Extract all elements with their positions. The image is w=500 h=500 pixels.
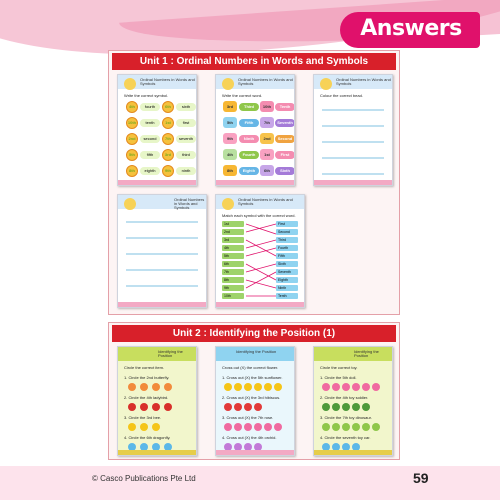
symbol-cap: 8th: [223, 165, 237, 176]
sheet-instruction: Cross out (X) the correct flower.: [222, 365, 279, 370]
question-text: 2. Cross out (X) the 3rd hibiscus.: [222, 395, 281, 400]
question-text: 4. Cross out (X) the 4th orchid.: [222, 435, 277, 440]
unit1-sheet-3: [313, 74, 393, 186]
sheet-instruction: Write the correct symbol.: [124, 93, 169, 98]
symbol-cap: 2nd: [260, 133, 274, 144]
ribbon-badge: 5th: [126, 149, 138, 161]
unit1-sheet-5: [215, 194, 305, 308]
unit1-sheet-4: [117, 194, 207, 308]
unit2-sheet-3: [313, 346, 393, 456]
symbol-cap: 1st: [260, 149, 274, 160]
word-pill: Eighth: [239, 167, 259, 175]
crayon-label: 4th: [222, 245, 244, 251]
unit1-sheet-2: [215, 74, 295, 186]
crayon-label: Fourth: [276, 245, 298, 251]
word-label: fifth: [140, 151, 160, 159]
crayon-label: Second: [276, 229, 298, 235]
ribbon-badge: 3rd: [162, 149, 174, 161]
word-label: sixth: [176, 103, 196, 111]
word-pill: First: [275, 151, 295, 159]
unit1-title: Unit 1 : Ordinal Numbers in Words and Symbols: [139, 56, 369, 67]
symbol-cap: 5th: [223, 117, 237, 128]
word-label: ninth: [176, 167, 196, 175]
page-title: Answers: [360, 16, 462, 41]
unit2-title-bar: [112, 325, 396, 342]
word-label: eighth: [140, 167, 160, 175]
word-pill: Sixth: [275, 167, 295, 175]
symbol-cap: 6th: [260, 165, 274, 176]
symbol-cap: 7th: [260, 117, 274, 128]
crayon-label: 10th: [222, 293, 244, 299]
sheet-instruction: Circle the correct item.: [124, 365, 165, 370]
question-text: 1. Cross out (X) the 5th sunflower.: [222, 375, 283, 380]
question-text: 1. Circle the 2nd butterfly.: [124, 375, 170, 380]
ribbon-badge: 4th: [126, 101, 138, 113]
crayon-label: Eighth: [276, 277, 298, 283]
crayon-label: 5th: [222, 253, 244, 259]
word-pill: Seventh: [275, 119, 295, 127]
symbol-cap: 9th: [223, 133, 237, 144]
ribbon-badge: 9th: [162, 165, 174, 177]
sheet-header: Ordinal Numbers in Words and Symbols: [238, 77, 293, 86]
ribbon-badge: 6th: [162, 101, 174, 113]
question-text: 4. Circle the seventh toy car.: [320, 435, 371, 440]
word-label: third: [176, 151, 196, 159]
symbol-cap: 10th: [260, 101, 274, 112]
crayon-label: Sixth: [276, 261, 298, 267]
unit2-sheet-1: [117, 346, 197, 456]
ribbon-badge: 2nd: [126, 133, 138, 145]
unit2-title: Unit 2 : Identifying the Position (1): [172, 328, 336, 339]
sheet-header: Identifying the Position: [158, 349, 183, 358]
symbol-cap: 3rd: [223, 101, 237, 112]
crayon-label: 6th: [222, 261, 244, 267]
sheet-header: Identifying the Position: [354, 349, 379, 358]
sheet-instruction: Colour the correct bead.: [320, 93, 363, 98]
word-label: fourth: [140, 103, 160, 111]
unit1-sheet-1: [117, 74, 197, 186]
question-text: 3. Circle the 3rd bee.: [124, 415, 162, 420]
ribbon-badge: 10th: [126, 117, 138, 129]
unit2-sheet-2: [215, 346, 295, 456]
word-pill: Fourth: [239, 151, 259, 159]
question-text: 3. Circle the 7th toy dinosaur.: [320, 415, 372, 420]
question-text: 4. Circle the 6th dragonfly.: [124, 435, 171, 440]
crayon-label: Fifth: [276, 253, 298, 259]
crayon-label: 9th: [222, 285, 244, 291]
sheet-instruction: Match each symbol with the correct word.: [222, 213, 296, 218]
word-pill: Third: [239, 103, 259, 111]
word-pill: Fifth: [239, 119, 259, 127]
crayon-label: 8th: [222, 277, 244, 283]
crayon-label: First: [276, 221, 298, 227]
crayon-label: Ninth: [276, 285, 298, 291]
sheet-header: Ordinal Numbers in Words and Symbols: [336, 77, 391, 86]
sheet-header: Identifying the Position: [236, 349, 277, 354]
crayon-label: 7th: [222, 269, 244, 275]
word-label: first: [176, 119, 196, 127]
question-text: 3. Cross out (X) the 7th rose.: [222, 415, 274, 420]
publisher-credit: © Casco Publications Pte Ltd: [92, 474, 196, 483]
sheet-instruction: Circle the correct toy.: [320, 365, 358, 370]
word-label: seventh: [176, 135, 196, 143]
word-pill: Ninth: [239, 135, 259, 143]
word-label: tenth: [140, 119, 160, 127]
crayon-label: Tenth: [276, 293, 298, 299]
crayon-label: 3rd: [222, 237, 244, 243]
page-number: 59: [413, 470, 429, 486]
question-text: 1. Circle the 5th doll.: [320, 375, 357, 380]
sheet-header: Ordinal Numbers in Words and Symbols: [238, 197, 293, 206]
word-label: second: [140, 135, 160, 143]
ribbon-badge: 8th: [126, 165, 138, 177]
crayon-label: 2nd: [222, 229, 244, 235]
crayon-label: Third: [276, 237, 298, 243]
crayon-label: 1st: [222, 221, 244, 227]
unit1-title-bar: [112, 53, 396, 70]
word-pill: Second: [275, 135, 295, 143]
sheet-header: Ordinal Numbers in Words and Symbols: [174, 197, 205, 210]
ribbon-badge: 7th: [162, 133, 174, 145]
question-text: 2. Circle the 4th ladybird.: [124, 395, 169, 400]
symbol-cap: 4th: [223, 149, 237, 160]
sheet-instruction: Write the correct word.: [222, 93, 263, 98]
question-text: 2. Circle the 4th toy soldier.: [320, 395, 369, 400]
ribbon-badge: 1st: [162, 117, 174, 129]
word-pill: Tenth: [275, 103, 295, 111]
crayon-label: Seventh: [276, 269, 298, 275]
sheet-header: Ordinal Numbers in Words and Symbols: [140, 77, 195, 86]
